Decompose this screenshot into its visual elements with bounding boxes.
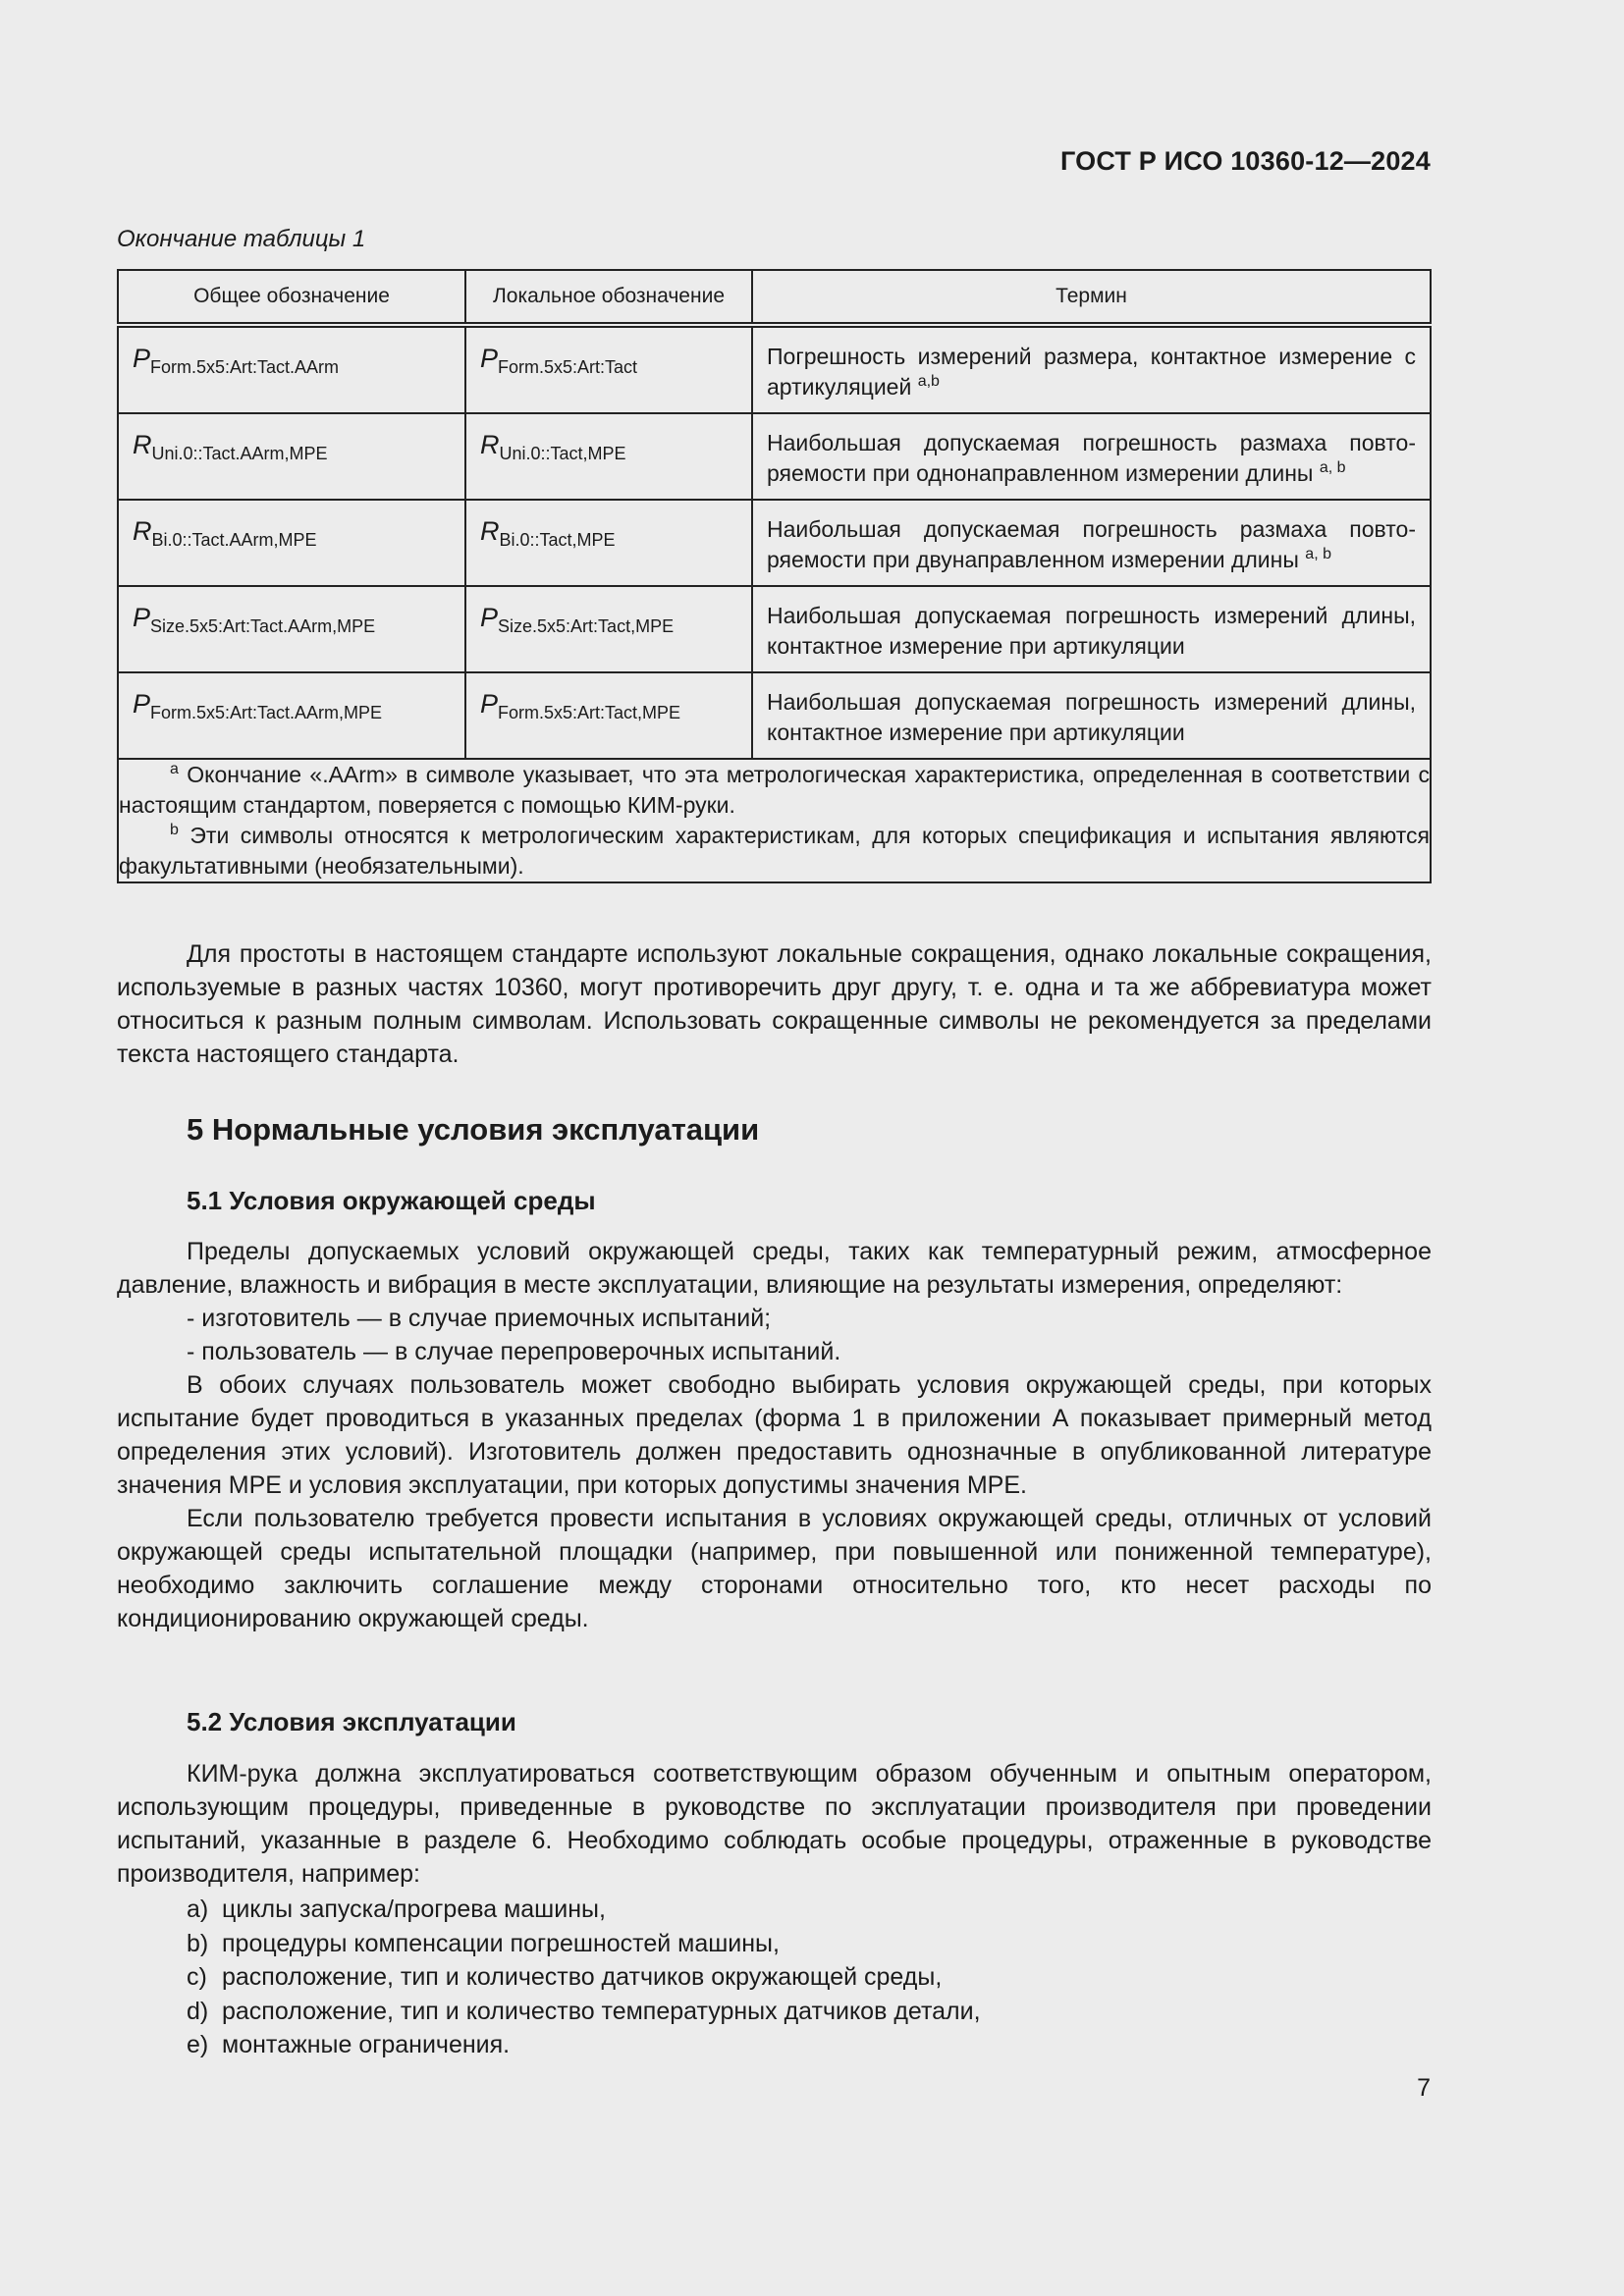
manufacturer-procedures-list bbox=[187, 1893, 981, 2062]
table-caption: Окончание таблицы 1 bbox=[117, 226, 366, 252]
symbol-base: P bbox=[133, 689, 151, 719]
section-5-2-body bbox=[117, 1757, 1432, 1891]
list-item bbox=[187, 1995, 981, 2029]
list-text: процедуры компенсации погрешностей машины, bbox=[222, 1929, 780, 1957]
term-cell bbox=[752, 586, 1431, 672]
paragraph: КИМ-рука должна эксплуатироваться соответствующим образом обученным и опытным оператором, использующим процедуры, приведенные в руководстве по эксплуатации производителя при проведении испытаний, указанные в разделе 6. Необходимо соблюдать особые процедуры, отраженные в руководстве производителя, например: bbox=[117, 1760, 1432, 1888]
intro-paragraph: Для простоты в настоящем стандарте используют локальные сокращения, однако локальные сокращения, используемые в разных частях 10360, могут противоречить друг другу, т. е. одна и та же аббревиатура может относиться к разным полным символам. Использовать сокращенные символы не рекомендуется за пределами текста настоящего стандарта. bbox=[117, 940, 1432, 1068]
term-cell bbox=[752, 413, 1431, 500]
list-marker: e) bbox=[187, 2031, 209, 2058]
term-text: Наибольшая допускаемая погрешность размаха повторяемости при однонаправленном измерении длины bbox=[767, 430, 1416, 486]
symbol-subscript: Form.5x5:Art:Tact.AArm,MPE bbox=[150, 703, 383, 722]
local-symbol-cell bbox=[465, 413, 752, 500]
footnote-ref: a, b bbox=[1319, 459, 1346, 476]
symbol-subscript: Size.5x5:Art:Tact,MPE bbox=[498, 616, 675, 636]
list-item bbox=[187, 1960, 981, 1995]
general-symbol-cell bbox=[118, 586, 465, 672]
footnote-mark: b bbox=[170, 822, 179, 838]
symbol-subscript: Form.5x5:Art:Tact bbox=[498, 357, 638, 377]
table-footnotes-row bbox=[118, 759, 1431, 882]
local-symbol-cell bbox=[465, 500, 752, 586]
general-symbol-cell bbox=[118, 325, 465, 413]
list-text: циклы запуска/прогрева машины, bbox=[222, 1896, 606, 1923]
symbol-subscript: Size.5x5:Art:Tact.AArm,MPE bbox=[150, 616, 376, 636]
column-header-term: Термин bbox=[752, 270, 1431, 325]
symbol-base: R bbox=[133, 430, 152, 459]
footnote-ref: a,b bbox=[917, 373, 940, 390]
document-code: ГОСТ Р ИСО 10360-12—2024 bbox=[1060, 146, 1431, 176]
list-marker: a) bbox=[187, 1896, 209, 1923]
table-row bbox=[118, 413, 1431, 500]
symbol-base: R bbox=[133, 516, 152, 546]
table-row bbox=[118, 586, 1431, 672]
local-symbol-cell bbox=[465, 325, 752, 413]
term-text: Наибольшая допускаемая погрешность измерений длины, контактное измерение при артикуляции bbox=[767, 689, 1416, 745]
footnote-a bbox=[119, 760, 1430, 821]
paragraph: Пределы допускаемых условий окружающей среды, таких как температурный режим, атмосферное давление, влажность и вибрация в месте эксплуатации, влияющие на результаты измерения, определяют: bbox=[117, 1238, 1432, 1299]
term-cell bbox=[752, 500, 1431, 586]
symbol-base: P bbox=[480, 689, 499, 719]
table-row bbox=[118, 672, 1431, 759]
symbol-base: R bbox=[480, 516, 500, 546]
list-marker: b) bbox=[187, 1929, 209, 1957]
term-cell bbox=[752, 325, 1431, 413]
table-header-row bbox=[118, 270, 1431, 325]
term-text: Наибольшая допускаемая погрешность измерений длины, контактное измерение при артикуляции bbox=[767, 603, 1416, 659]
footnote-mark: a bbox=[170, 761, 179, 777]
local-symbol-cell bbox=[465, 672, 752, 759]
symbol-base: P bbox=[480, 344, 499, 373]
list-marker: c) bbox=[187, 1963, 207, 1991]
term-text: Погрешность измерений размера, контактное измерение с артикуляцией bbox=[767, 344, 1416, 400]
intro-block bbox=[117, 937, 1432, 1071]
list-item: - изготовитель — в случае приемочных испытаний; bbox=[187, 1305, 772, 1332]
list-text: монтажные ограничения. bbox=[222, 2031, 511, 2058]
symbol-base: P bbox=[133, 344, 151, 373]
general-symbol-cell bbox=[118, 672, 465, 759]
list-marker: d) bbox=[187, 1997, 209, 2025]
section-5-1-heading: 5.1 Условия окружающей среды bbox=[187, 1186, 596, 1215]
symbol-subscript: Form.5x5:Art:Tact.AArm bbox=[150, 357, 340, 377]
paragraph: Если пользователю требуется провести испытания в условиях окружающей среды, отличных от условий окружающей среды испытательной площадки (например, при повышенной или пониженной температуре), необходимо заключить соглашение между сторонами относительно того, кто несет расходы по кондиционированию окружающей среды. bbox=[117, 1505, 1432, 1632]
symbol-subscript: Uni.0::Tact.AArm,MPE bbox=[151, 444, 328, 463]
footnote-text: Окончание «.AArm» в символе указывает, что эта метрологическая характеристика, определенная в соответствии с настоящим стандартом, поверяется с помощью КИМ-руки. bbox=[119, 762, 1431, 818]
page-number: 7 bbox=[1417, 2074, 1431, 2102]
footnote-text: Эти символы относятся к метрологическим характеристикам, для которых спецификация и испытания являются факультативными (необязательными). bbox=[119, 823, 1431, 879]
symbol-subscript: Form.5x5:Art:Tact,MPE bbox=[498, 703, 681, 722]
term-cell bbox=[752, 672, 1431, 759]
table-row bbox=[118, 500, 1431, 586]
list-item bbox=[187, 1893, 981, 1927]
symbol-subscript: Uni.0::Tact,MPE bbox=[499, 444, 626, 463]
section-5-1-body bbox=[117, 1235, 1432, 1635]
section-5-heading: 5 Нормальные условия эксплуатации bbox=[187, 1112, 760, 1147]
symbol-subscript: Bi.0::Tact,MPE bbox=[499, 530, 616, 550]
local-symbol-cell bbox=[465, 586, 752, 672]
paragraph: В обоих случаях пользователь может свободно выбирать условия окружающей среды, при которых испытание будет проводиться в указанных пределах (форма 1 в приложении А показывает примерный метод определения этих условий). Изготовитель должен предоставить однозначные в опубликованной литературе значения MPE и условия эксплуатации, при которых допустимы значения MPE. bbox=[117, 1371, 1432, 1499]
list-text: расположение, тип и количество датчиков окружающей среды, bbox=[222, 1963, 943, 1991]
column-header-general: Общее обозначение bbox=[118, 270, 465, 325]
table-footnotes bbox=[118, 759, 1431, 882]
list-item bbox=[187, 1927, 981, 1961]
footnote-ref: a, b bbox=[1305, 546, 1331, 562]
symbol-subscript: Bi.0::Tact.AArm,MPE bbox=[151, 530, 317, 550]
general-symbol-cell bbox=[118, 500, 465, 586]
term-text: Наибольшая допускаемая погрешность размаха повторяемости при двунаправленном измерении длины bbox=[767, 516, 1416, 572]
symbol-base: P bbox=[480, 603, 499, 632]
footnote-b bbox=[119, 821, 1430, 881]
general-symbol-cell bbox=[118, 413, 465, 500]
list-item: - пользователь — в случае перепроверочных испытаний. bbox=[187, 1338, 841, 1365]
symbol-base: R bbox=[480, 430, 500, 459]
symbols-table bbox=[117, 269, 1432, 883]
list-item bbox=[187, 2028, 981, 2062]
table-row bbox=[118, 325, 1431, 413]
section-5-2-heading: 5.2 Условия эксплуатации bbox=[187, 1707, 516, 1736]
list-text: расположение, тип и количество температурных датчиков детали, bbox=[222, 1997, 981, 2025]
column-header-local: Локальное обозначение bbox=[465, 270, 752, 325]
symbol-base: P bbox=[133, 603, 151, 632]
